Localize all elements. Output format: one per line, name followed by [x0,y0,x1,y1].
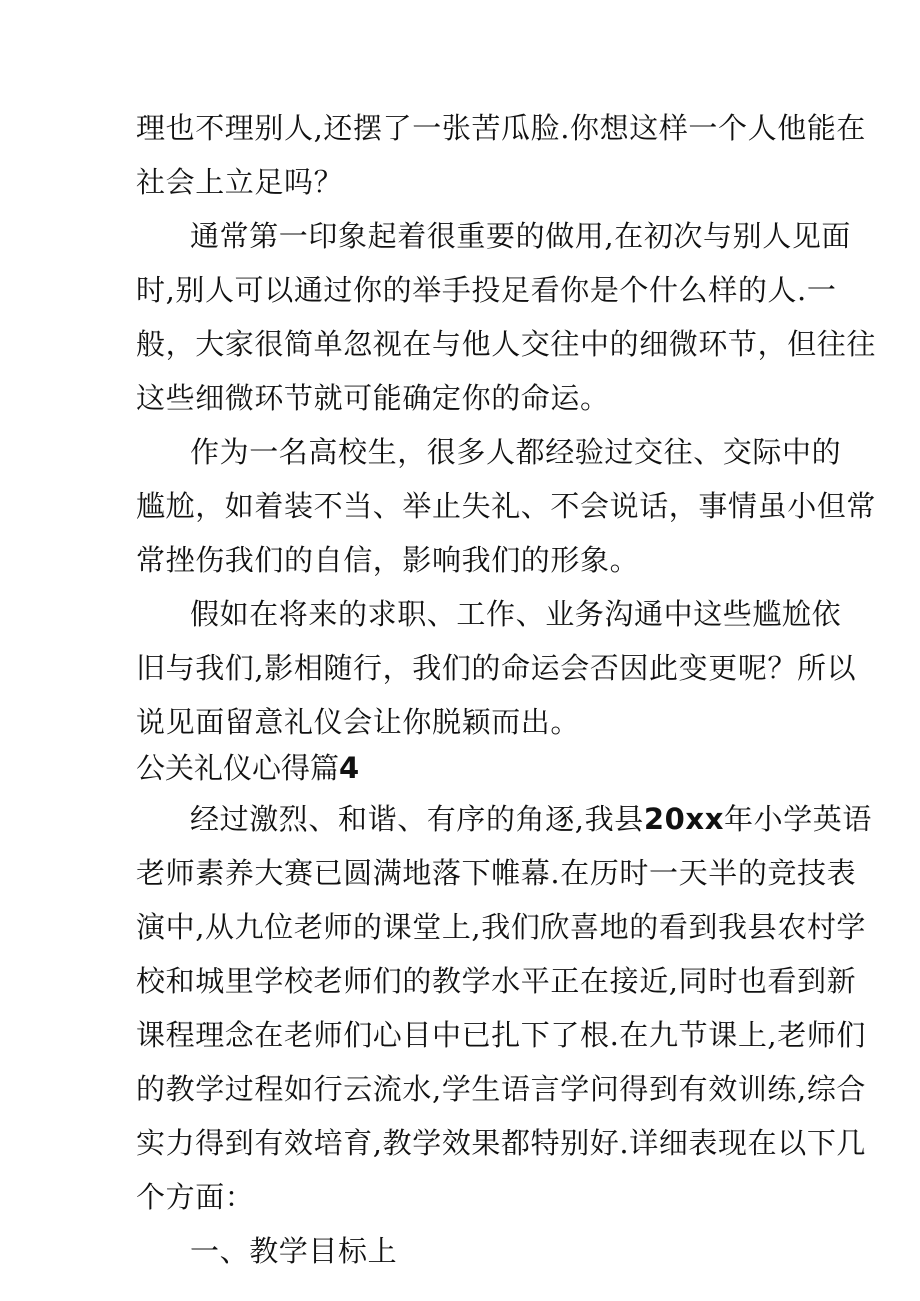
paragraph-3-line-1: 作为一名高校生，很多人都经验过交往、交际中的 [190,435,842,469]
paragraph-5-line-7: 实力得到有效培育,教学效果都特别好.详细表现在以下几 [136,1126,867,1160]
paragraph-5-line-5: 课程理念在老师们心目中已扎下了根.在九节课上,老师们 [136,1018,867,1052]
paragraph-3-line-3: 常挫伤我们的自信，影响我们的形象。 [136,543,640,577]
paragraph-5-line-2: 老师素养大赛已圆满地落下帷幕.在历时一天半的竞技表 [136,856,857,890]
paragraph-5-line-1 [190,801,872,837]
section-heading-number: 4 [339,751,360,785]
paragraph-5-line-3: 演中,从九位老师的课堂上,我们欣喜地的看到我县农村学 [136,910,867,944]
paragraph-4-line-3: 说见面留意礼仪会让你脱颖而出。 [136,705,581,739]
section-heading [136,750,359,786]
paragraph-4-line-2: 旧与我们,影相随行，我们的命运会否因此变更呢？所以 [136,651,857,685]
paragraph-3-line-2: 尴尬，如着装不当、举止失礼、不会说话，事情虽小但常 [136,489,877,523]
paragraph-2-line-4: 这些细微环节就可能确定你的命运。 [136,381,610,415]
paragraph-5-line-1-start: 经过激烈、和谐、有序的角逐,我县 [190,802,644,836]
paragraph-5-line-4: 校和城里学校老师们的教学水平正在接近,同时也看到新 [136,964,857,998]
paragraph-5-line-6: 的教学过程如行云流水,学生语言学问得到有效训练,综合 [136,1072,867,1106]
paragraph-2-line-1: 通常第一印象起着很重要的做用,在初次与别人见面 [190,219,852,253]
paragraph-1-line-1: 理也不理别人,还摆了一张苦瓜脸.你想这样一个人他能在 [136,111,867,145]
paragraph-5-line-1-end: 年小学英语 [724,802,873,836]
paragraph-5-year: 20xx [643,802,724,836]
section-heading-text: 公关礼仪心得篇 [136,751,340,785]
paragraph-5-line-8: 个方面： [136,1180,255,1214]
paragraph-4-line-1: 假如在将来的求职、工作、业务沟通中这些尴尬依 [190,597,842,631]
paragraph-2-line-2: 时,别人可以通过你的举手投足看你是个什么样的人.一 [136,273,837,307]
paragraph-1-line-2: 社会上立足吗？ [136,165,344,199]
paragraph-2-line-3: 般，大家很简单忽视在与他人交往中的细微环节，但往往 [136,327,877,361]
section-1-title: 一、教学目标上 [190,1234,398,1268]
